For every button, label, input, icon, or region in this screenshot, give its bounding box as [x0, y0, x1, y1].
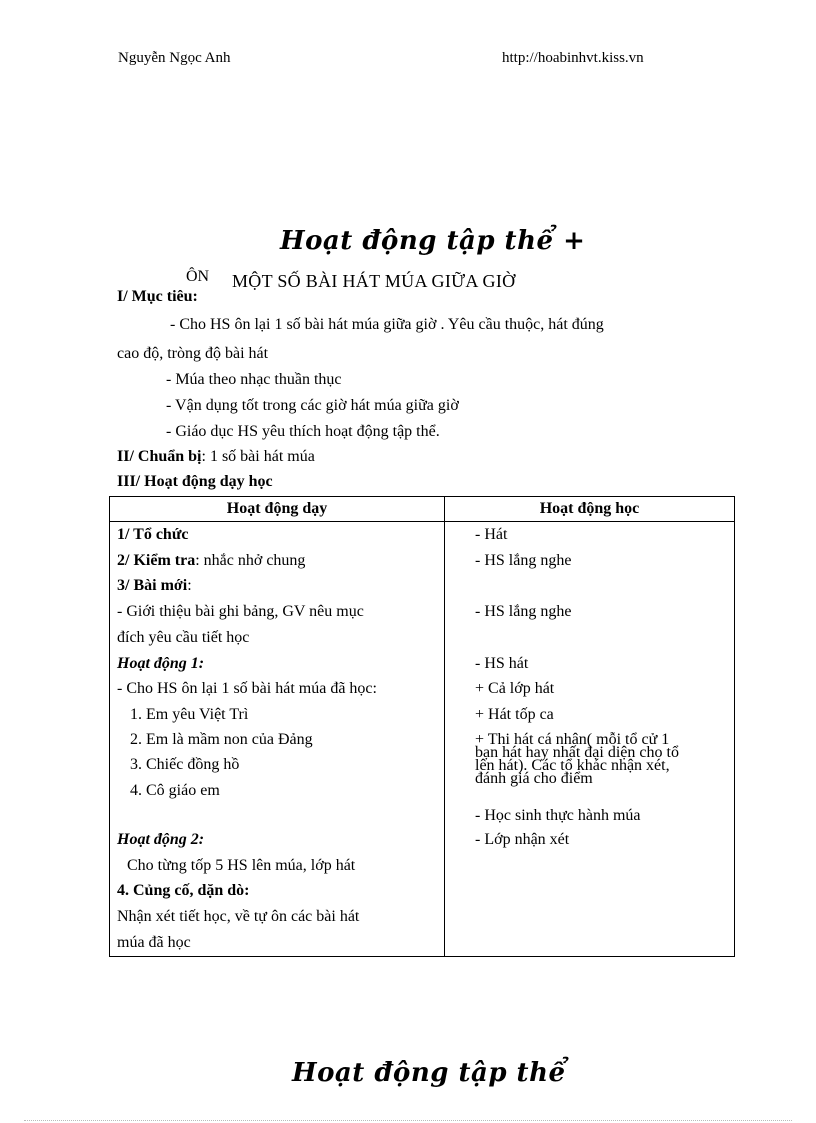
new-lesson-label: 3/ Bài mới — [117, 577, 188, 594]
activity-2-text: Cho từng tốp 5 HS lên múa, lớp hát — [127, 857, 356, 874]
student-activities-cell — [445, 522, 735, 957]
objective-item: - Múa theo nhạc thuần thục — [166, 371, 342, 388]
table-body-row — [110, 522, 735, 957]
section-objectives-heading: I/ Mục tiêu: — [117, 288, 198, 305]
activity-1-text: - Cho HS ôn lại 1 số bài hát múa đã học: — [117, 680, 377, 697]
student-activity: - HS hát — [475, 655, 529, 672]
student-activity: - Hát — [475, 526, 508, 543]
page-title: Hoạt động tập thể + — [280, 226, 586, 256]
teacher-column-header: Hoạt động dạy — [110, 497, 445, 522]
objective-line-2: cao độ, tròng độ bài hát — [117, 345, 269, 362]
student-activity: + Cả lớp hát — [475, 680, 555, 697]
student-activity: đánh giá cho điểm — [475, 770, 593, 787]
wrap-up-line-1: Nhận xét tiết học, về tự ôn các bài hát — [117, 908, 360, 925]
section-activities-heading: III/ Hoạt động dạy học — [117, 473, 273, 490]
student-column-header: Hoạt động học — [445, 497, 735, 522]
objective-item: - Giáo dục HS yêu thích hoạt động tập thể. — [166, 423, 440, 440]
student-activity: + Thi hát cá nhân( mỗi tổ cử 1 — [475, 731, 670, 748]
subtitle: MỘT SỐ BÀI HÁT MÚA GIỮA GIỜ — [232, 271, 516, 291]
intro-line-1: - Giới thiệu bài ghi bảng, GV nêu mục — [117, 603, 364, 620]
wrap-up-heading: 4. Củng cố, dặn dò: — [117, 882, 250, 899]
next-page-title: Hoạt động tập thể — [292, 1058, 566, 1088]
student-activity: - Lớp nhận xét — [475, 831, 570, 848]
activity-2-heading: Hoạt động 2: — [117, 831, 205, 848]
new-lesson-colon: : — [187, 577, 192, 594]
teacher-activities-cell — [110, 522, 445, 957]
check-line — [117, 552, 305, 570]
song-item: 3. Chiếc đồng hồ — [130, 756, 240, 773]
student-activity: - Học sinh thực hành múa — [475, 807, 641, 824]
activity-1-heading: Hoạt động 1: — [117, 655, 205, 672]
song-item: 1. Em yêu Việt Trì — [130, 706, 249, 723]
check-text: : nhắc nhở chung — [195, 552, 306, 569]
song-item: 2. Em là mầm non của Đảng — [130, 731, 313, 748]
wrap-up-line-2: múa đã học — [117, 934, 191, 951]
table-header-row — [110, 497, 735, 522]
preparation-text: : 1 số bài hát múa — [201, 448, 315, 465]
lesson-table — [109, 496, 735, 957]
website-url[interactable]: http://hoabinhvt.kiss.vn — [502, 50, 644, 66]
student-activity: + Hát tốp ca — [475, 706, 554, 723]
preparation-heading: II/ Chuẩn bị — [117, 448, 202, 465]
student-activity: - HS lắng nghe — [475, 603, 572, 620]
intro-line-2: đích yêu cầu tiết học — [117, 629, 250, 646]
check-label: 2/ Kiểm tra — [117, 552, 196, 569]
student-activity: - HS lắng nghe — [475, 552, 572, 569]
student-activity: lên hát). Các tổ khác nhận xét, — [475, 757, 670, 774]
song-item: 4. Cô giáo em — [130, 782, 220, 799]
page-divider — [24, 1120, 792, 1121]
org-label: 1/ Tổ chức — [117, 526, 189, 543]
new-lesson-line — [117, 577, 192, 595]
section-preparation — [117, 448, 315, 466]
objective-item: - Vận dụng tốt trong các giờ hát múa giữa giờ — [166, 397, 459, 414]
objective-line-1: - Cho HS ôn lại 1 số bài hát múa giữa giờ . Yêu cầu thuộc, hát đúng — [170, 316, 604, 333]
subtitle-prefix: ÔN — [186, 268, 210, 285]
student-activity: bạn hát hay nhất đại diện cho tổ — [475, 744, 679, 761]
author-name: Nguyễn Ngọc Anh — [118, 50, 231, 66]
